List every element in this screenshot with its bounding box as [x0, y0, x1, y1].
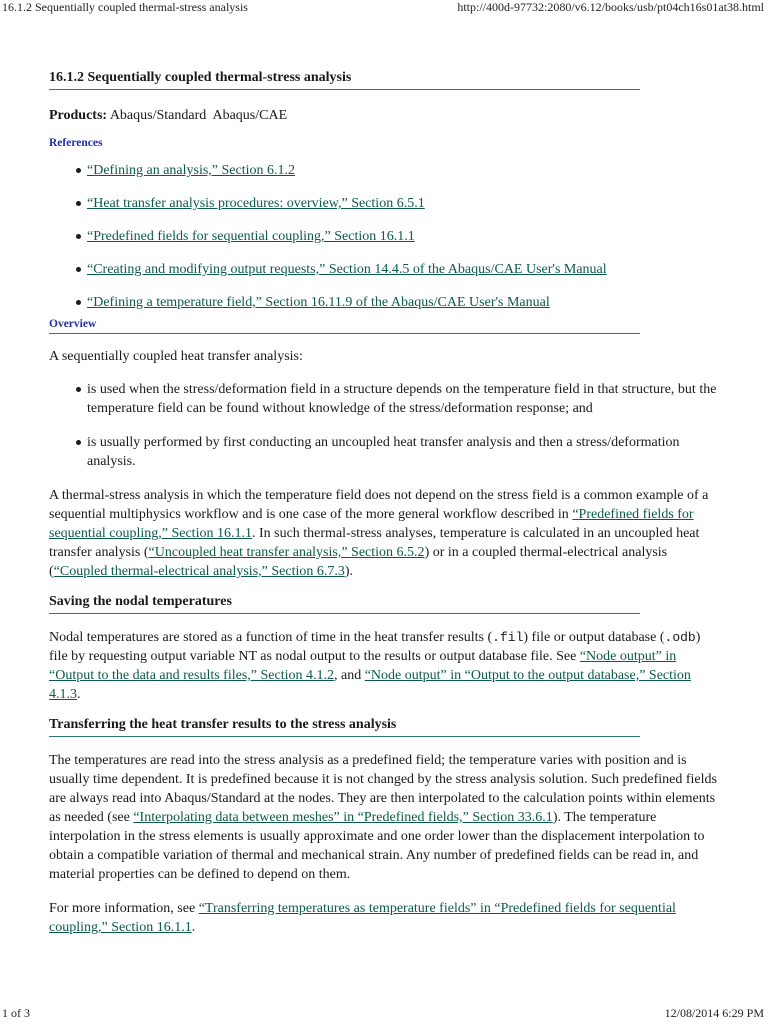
- paragraph-text: ).: [344, 564, 354, 579]
- references-heading: References: [49, 137, 103, 149]
- reference-link[interactable]: “Defining a temperature field,” Section 16.11.9 of the Abaqus/CAE User's Manual: [87, 295, 550, 310]
- list-item: [49, 194, 717, 213]
- list-item: [49, 227, 717, 246]
- page-title: 16.1.2 Sequentially coupled thermal-stress analysis: [49, 70, 640, 90]
- transferring-temperatures-link[interactable]: “Transferring temperatures as temperature fields” in “Predefined fields for sequential coupling,” Section 16.1.1: [49, 901, 676, 935]
- list-item: [49, 260, 717, 279]
- references-list: [49, 161, 717, 312]
- paragraph-text: For more information, see: [49, 901, 199, 916]
- odb-extension: .odb: [664, 630, 696, 645]
- transfer-heading: Transferring the heat transfer results to the stress analysis: [49, 717, 640, 737]
- paragraph-text: ). The temperature interpolation in the stress elements is usually approximate and one order lower than the displacement interpolation to obtain a compatible variation of thermal and mechanical strain. Any number of predefined fields can be read in, and material properties can be defined to depend on them.: [49, 810, 705, 882]
- interpolating-data-link[interactable]: “Interpolating data between meshes” in “Predefined fields,” Section 33.6.1: [133, 810, 553, 825]
- products-label: Products:: [49, 108, 108, 123]
- paragraph-text: ) file or output database (: [523, 630, 665, 645]
- list-item: is usually performed by first conducting an uncoupled heat transfer analysis and then a stress/deformation analysis.: [49, 433, 717, 471]
- print-header-title: 16.1.2 Sequentially coupled thermal-stress analysis: [2, 0, 248, 14]
- overview-intro: A sequentially coupled heat transfer analysis:: [49, 349, 303, 364]
- page-number: 1 of 3: [2, 1006, 30, 1020]
- reference-link[interactable]: “Heat transfer analysis procedures: overview,” Section 6.5.1: [87, 196, 425, 211]
- products-line: [49, 106, 717, 125]
- predefined-fields-link[interactable]: “Predefined fields for sequential coupling,” Section 16.1.1: [49, 507, 694, 541]
- paragraph-text: The temperatures are read into the stress analysis as a predefined field; the temperature varies with position and is usually time dependent. It is predefined because it is not changed by the stress analysis solution. Such predefined fields are always read into Abaqus/Standard at the nodes. They are then interpolated to the calculation points within elements as needed (see: [49, 753, 717, 825]
- paragraph-text: .: [191, 920, 196, 935]
- paragraph-text: Nodal temperatures are stored as a function of time in the heat transfer results (: [49, 630, 493, 645]
- node-output-data-link[interactable]: “Node output” in “Output to the data and results files,” Section 4.1.2: [49, 649, 677, 683]
- overview-bullets: [49, 380, 717, 471]
- paragraph-text: ) file by requesting output variable NT as nodal output to the results or output database file. See: [49, 630, 701, 664]
- saving-paragraph: [49, 628, 717, 704]
- print-timestamp: 12/08/2014 6:29 PM: [664, 1006, 764, 1020]
- list-item: is used when the stress/deformation field in a structure depends on the temperature field in that structure, but the temperature field can be found without knowledge of the stress/deformation response; and: [49, 380, 717, 418]
- thermal-stress-paragraph: [49, 486, 717, 581]
- reference-link[interactable]: “Defining an analysis,” Section 6.1.2: [87, 163, 296, 178]
- paragraph-text: ) or in a coupled thermal-electrical analysis (: [49, 545, 668, 579]
- print-footer: [0, 1006, 768, 1022]
- more-info-paragraph: [49, 899, 717, 937]
- document-body: [49, 70, 717, 937]
- transfer-paragraph: [49, 751, 717, 884]
- paragraph-text: , and: [334, 668, 365, 683]
- print-header-url: http://400d-97732:2080/v6.12/books/usb/pt04ch16s01at38.html: [457, 0, 764, 14]
- list-item: [49, 293, 717, 312]
- coupled-thermal-electrical-link[interactable]: “Coupled thermal-electrical analysis,” Section 6.7.3: [53, 564, 345, 579]
- saving-heading: Saving the nodal temperatures: [49, 594, 640, 614]
- overview-heading: Overview: [49, 318, 640, 334]
- reference-link[interactable]: “Predefined fields for sequential coupling,” Section 16.1.1: [87, 229, 415, 244]
- fil-extension: .fil: [492, 630, 524, 645]
- paragraph-text: A thermal-stress analysis in which the temperature field does not depend on the stress field is a common example of a sequential multiphysics workflow and is one case of the more general workflow described in: [49, 488, 709, 522]
- reference-link[interactable]: “Creating and modifying output requests,” Section 14.4.5 of the Abaqus/CAE User's Manual: [87, 262, 607, 277]
- node-output-odb-link[interactable]: “Node output” in “Output to the output database,” Section 4.1.3: [49, 668, 691, 702]
- print-header: [0, 0, 768, 16]
- uncoupled-heat-transfer-link[interactable]: “Uncoupled heat transfer analysis,” Section 6.5.2: [148, 545, 425, 560]
- paragraph-text: . In such thermal-stress analyses, temperature is calculated in an uncoupled heat transfer analysis (: [49, 526, 700, 560]
- list-item: [49, 161, 717, 180]
- paragraph-text: .: [77, 687, 81, 702]
- products-value: Abaqus/Standard Abaqus/CAE: [109, 108, 288, 123]
